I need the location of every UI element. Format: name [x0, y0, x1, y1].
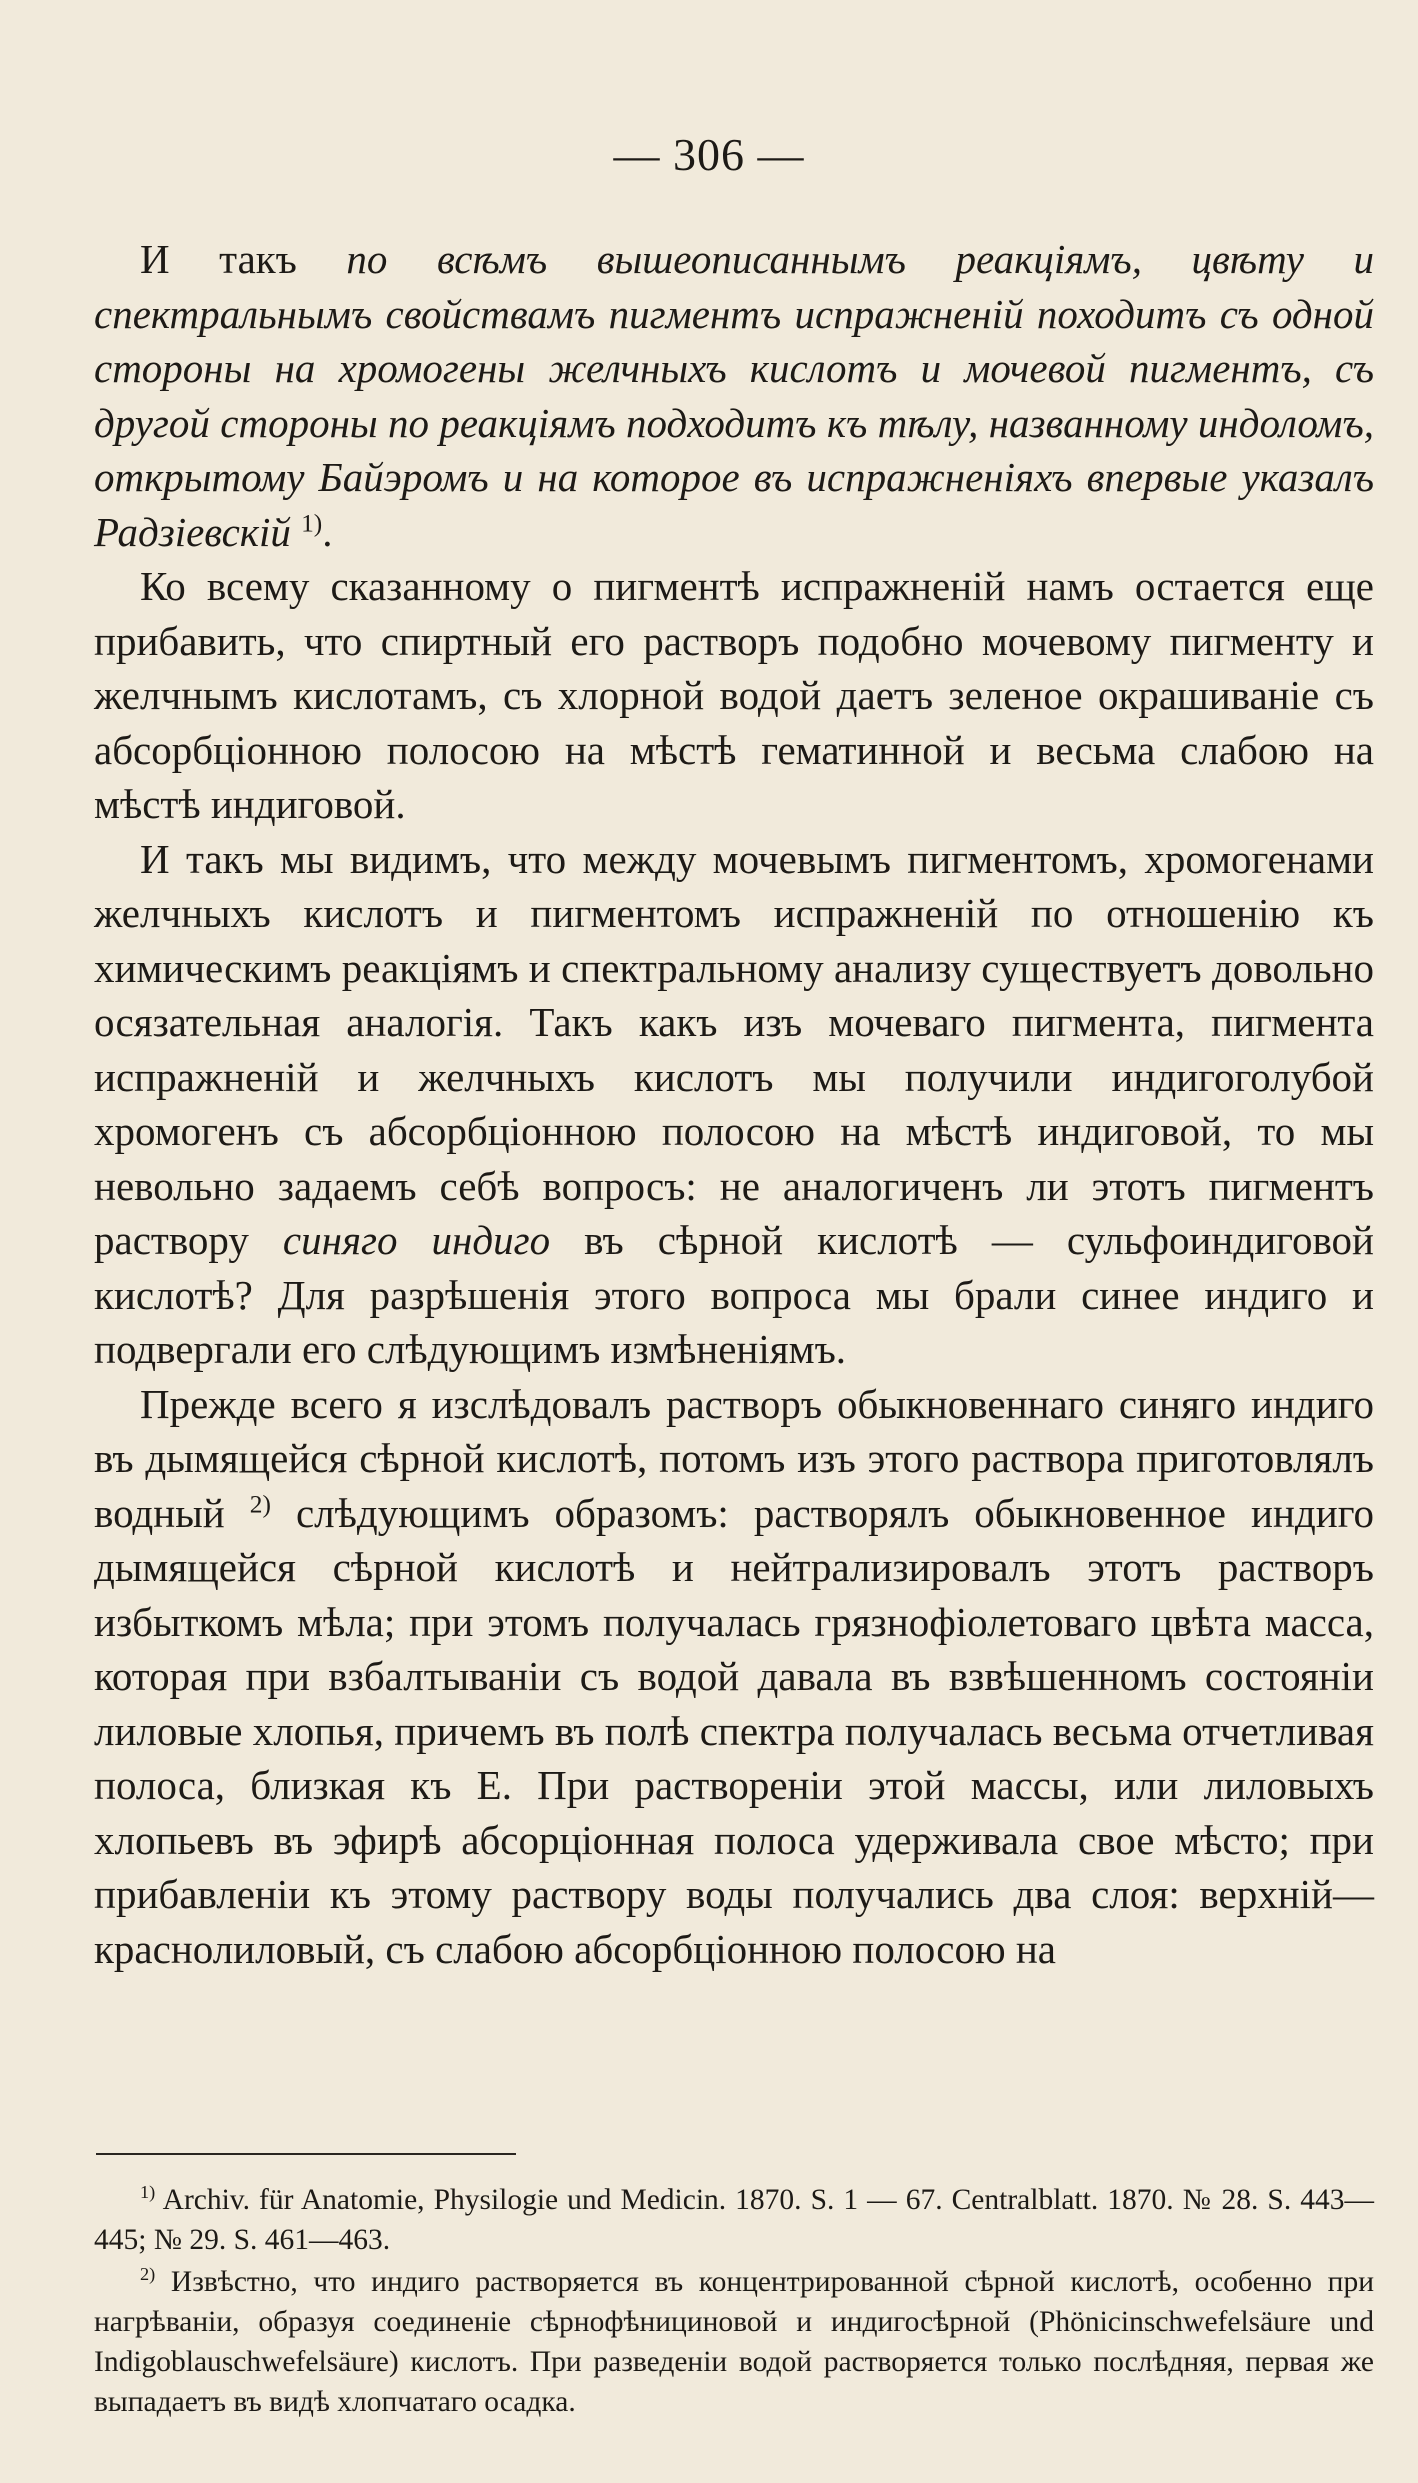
text-run: И такъ — [140, 236, 347, 282]
text-run — [291, 509, 301, 555]
main-text — [94, 232, 1374, 1976]
page-number: — 306 — — [613, 129, 805, 180]
text-run: . — [322, 508, 333, 555]
text-run: Прежде всего я изслѣдовалъ растворъ обыкновеннаго синяго индиго въ дымящейся сѣрной кислотѣ, потомъ изъ этого раствора приготовлялъ водный — [94, 1380, 1374, 1536]
text-run: Archiv. für Anatomie, Physilogie und Medicin. 1870. S. 1 — 67. Centralblatt. 1870. № 28. S. 443—445; № 29. S. 461—463. — [94, 2184, 1374, 2256]
text-run: И такъ мы видимъ, что между мочевымъ пигментомъ, хромогенами желчныхъ кислотъ и пигментомъ испражненій по отношенію къ химическимъ реакціямъ и спектральному анализу существуетъ довольно осязательная аналогія. Такъ какъ изъ мочеваго пигмента, пигмента испражненій и желчныхъ кислотъ мы получили индигоголубой хромогенъ съ абсорбціонною полосою на мѣстѣ индиговой, то мы невольно задаемъ себѣ вопросъ: не аналогиченъ ли этотъ пигментъ раствору — [94, 835, 1374, 1263]
footnote-marker: 2) — [249, 1489, 271, 1518]
paragraph — [94, 832, 1374, 1377]
paragraph — [94, 232, 1374, 559]
footnote — [94, 2180, 1374, 2260]
footnote-rule — [96, 2153, 516, 2155]
text-run: слѣдующимъ образомъ: растворялъ обыкновенное индиго дымящейся сѣрной кислотѣ и нейтрализировалъ этотъ растворъ избыткомъ мѣла; при этомъ получалась грязнофіолетоваго цвѣта масса, которая при взбалтываніи съ водой давала въ взвѣшенномъ состояніи лиловые хлопья, причемъ въ полѣ спектра получалась весьма отчетливая полоса, близкая къ Е. При раствореніи этой массы, или лиловыхъ хлопьевъ въ эфирѣ абсорціонная полоса удерживала свое мѣсто; при прибавленіи къ этому раствору воды получались два слоя: верхній—краснолиловый, съ слабою абсорбціонною полосою на — [94, 1489, 1374, 1972]
footnote-marker: 1) — [140, 2182, 156, 2203]
paragraph — [94, 1377, 1374, 1977]
footnote — [94, 2262, 1374, 2422]
text-run: Извѣстно, что индиго растворяется въ концентрированной сѣрной кислотѣ, особенно при нагрѣваніи, образуя соединеніе сѣрнофѣнициновой и индигосѣрной (Phönicinschwefelsäure und Indigoblauschwefelsäure) кислотъ. При разведеніи водой растворяется только послѣдняя, первая же выпадаетъ въ видѣ хлопчатаго осадка. — [94, 2266, 1374, 2418]
footnote-marker: 2) — [140, 2264, 156, 2285]
footnote-marker: 1) — [301, 508, 323, 537]
footnotes — [94, 2180, 1374, 2424]
text-run: въ сѣрной кислотѣ — сульфоиндиговой кислотѣ? Для разрѣшенія этого вопроса мы брали синее индиго и подвергали его слѣдующимъ измѣненіямъ. — [94, 1217, 1374, 1372]
italic-text: по всѣмъ вышеописаннымъ реакціямъ, цвѣту и спектральнымъ свойствамъ пигментъ испражненій походитъ съ одной стороны на хромогены желчныхъ кислотъ и мочевой пигментъ, съ другой стороны по реакціямъ подходитъ къ тѣлу, названному индоломъ, открытому Байэромъ и на которое въ испражненіяхъ впервые указалъ Радзіевскій — [94, 236, 1374, 555]
italic-text: синяго индиго — [282, 1217, 551, 1263]
paragraph — [94, 559, 1374, 832]
text-run: Ко всему сказанному о пигментѣ испражненій намъ остается еще прибавить, что спиртный его растворъ подобно мочевому пигменту и желчнымъ кислотамъ, съ хлорной водой даетъ зеленое окрашиваніе съ абсорбціонною полосою на мѣстѣ гематинной и весьма слабою на мѣстѣ индиговой. — [94, 563, 1374, 827]
